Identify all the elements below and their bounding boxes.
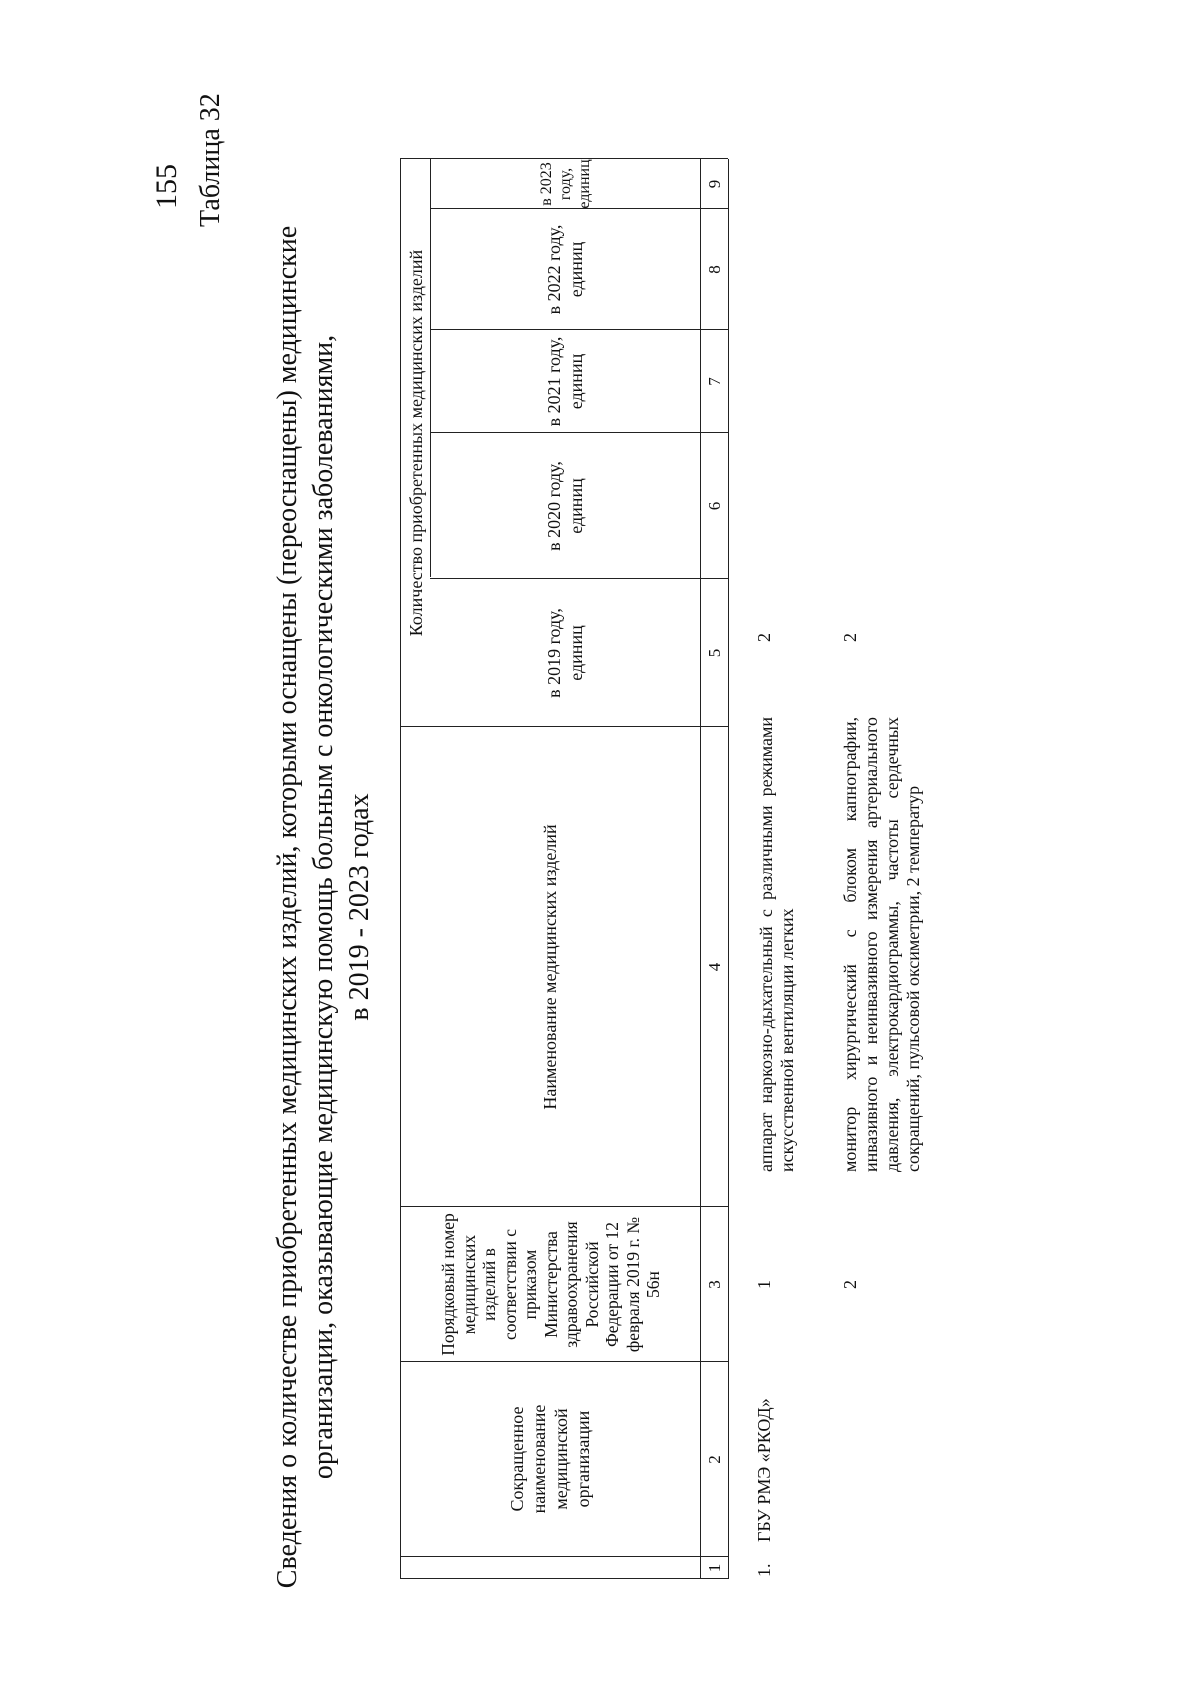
header-year-2020: в 2020 году, единиц xyxy=(544,461,586,551)
header-bottom-line xyxy=(700,159,701,1579)
col-divider-3 xyxy=(400,1206,728,1207)
header-org-name: Сокращенное наименование медицинской организации xyxy=(507,1404,593,1514)
device-name: аппарат наркозно-дыхательный с различными режимами искусственной вентиляции легких xyxy=(756,717,797,1172)
row-number: 1. xyxy=(754,1563,774,1577)
group-header-line xyxy=(430,159,431,577)
quantity-2019: 2 xyxy=(840,633,860,642)
header-year-2021: в 2021 году, единиц xyxy=(544,336,586,427)
table-label: Таблица 32 xyxy=(195,93,226,227)
title-line-1: Сведения о количестве приобретенных медицинских изделий, которыми оснащены (переоснащены) медицинские xyxy=(272,225,303,1589)
header-year-2023: в 2023 году, единиц xyxy=(537,159,593,209)
device-name: монитор хирургический с блоком капнографии, инвазивного и неинвазивного измерения артериального давления, электрокардиограммы, частоты сердечных сокращений, пульсовой оксиметрии, 2 температур xyxy=(840,717,923,1172)
quantity-2019: 2 xyxy=(754,633,774,642)
col-divider-2 xyxy=(400,1361,728,1362)
column-number-8: 8 xyxy=(704,265,724,274)
header-year-2019: в 2019 году, единиц xyxy=(544,608,586,698)
column-number-7: 7 xyxy=(704,377,724,386)
title-line-2: организации, оказывающие медицинскую помощь больным с онкологическими заболеваниями, xyxy=(308,334,339,1480)
header-quantity-group: Количество приобретенных медицинских изделий xyxy=(405,249,426,637)
column-number-1: 1 xyxy=(704,1563,724,1573)
header-device-name: Наименование медицинских изделий xyxy=(540,824,560,1110)
column-number-6: 6 xyxy=(704,501,724,511)
title-line-3: в 2019 - 2023 годах xyxy=(344,793,375,1021)
column-number-2: 2 xyxy=(704,1455,724,1464)
order-number: 2 xyxy=(840,1280,860,1289)
col-divider-7 xyxy=(430,329,728,330)
column-number-3: 3 xyxy=(704,1280,724,1289)
header-order-number: Порядковый номер медицинских изделий в соответствии с приказом Министерства здравоохранения Российской Федерации от 12 февраля 2019 г. № 56н xyxy=(438,1213,664,1356)
column-number-9: 9 xyxy=(704,179,724,189)
table-top-border xyxy=(400,159,401,1579)
numbers-row-bottom-line xyxy=(728,159,729,1579)
order-number: 1 xyxy=(754,1280,774,1289)
page-number: 155 xyxy=(150,164,183,209)
col-divider-1 xyxy=(400,1556,728,1557)
column-number-4: 4 xyxy=(704,962,724,972)
col-divider-5 xyxy=(430,578,728,579)
col-divider-4 xyxy=(400,726,728,727)
col-divider-6 xyxy=(430,432,728,433)
table-left-border xyxy=(400,1578,728,1579)
column-number-5: 5 xyxy=(704,648,724,658)
header-year-2022: в 2022 году, единиц xyxy=(544,224,586,315)
org-name: ГБУ РМЭ «РКОД» xyxy=(754,1398,774,1542)
